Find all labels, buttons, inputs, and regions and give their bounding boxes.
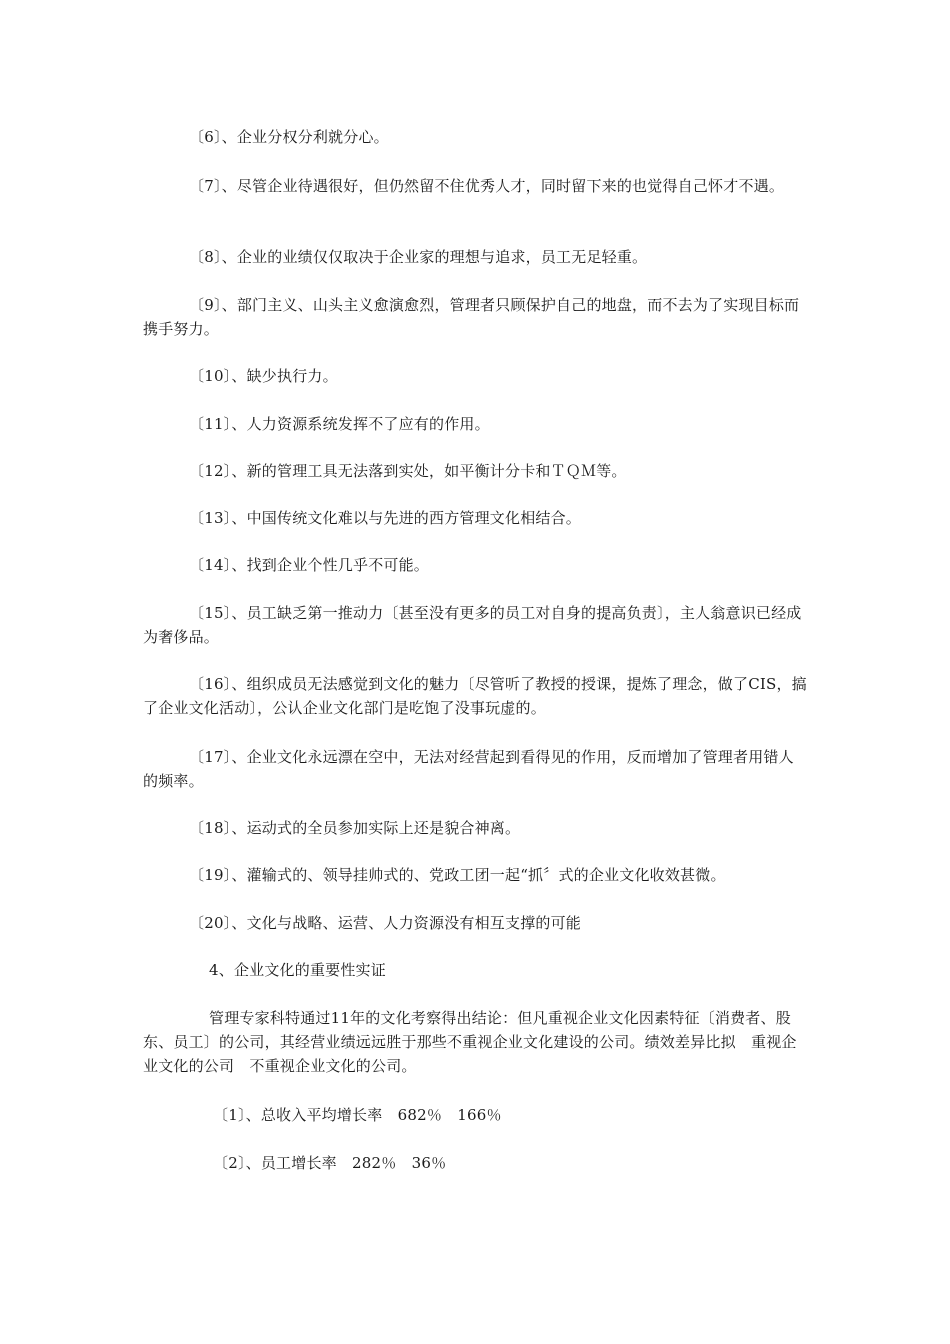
list-item: 〔7〕、尽管企业待遇很好，但仍然留不住优秀人才，同时留下来的也觉得自己怀才不遇。: [189, 177, 785, 195]
comparison-row: 〔2〕、员工增长率 282％ 36％: [213, 1154, 447, 1172]
list-item: 〔6〕、企业分权分利就分心。: [189, 128, 389, 146]
list-item: 〔10〕、缺少执行力。: [189, 367, 338, 385]
list-item: 〔15〕、员工缺乏第一推动力〔甚至没有更多的员工对自身的提高负责〕，主人翁意识已经成为奢侈品。: [143, 604, 802, 646]
section-heading: 4、企业文化的重要性实证: [209, 961, 386, 979]
list-item: 〔12〕、新的管理工具无法落到实处，如平衡计分卡和ＴＱＭ等。: [189, 462, 627, 480]
list-item: 〔9〕、部门主义、山头主义愈演愈烈，管理者只顾保护自己的地盘，而不去为了实现目标而携手努力。: [143, 296, 800, 338]
list-item: 〔13〕、中国传统文化难以与先进的西方管理文化相结合。: [189, 509, 581, 527]
list-item: 〔19〕、灌输式的、领导挂帅式的、党政工团一起“抓〞式的企业文化收效甚微。: [189, 866, 726, 884]
list-item: 〔18〕、运动式的全员参加实际上还是貌合神离。: [189, 819, 521, 837]
list-item: 〔14〕、找到企业个性几乎不可能。: [189, 556, 429, 574]
list-item: 〔17〕、企业文化永远漂在空中，无法对经营起到看得见的作用，反而增加了管理者用错人的频率。: [143, 748, 794, 790]
intro-paragraph: 管理专家科特通过11年的文化考察得出结论：但凡重视企业文化因素特征〔消费者、股东、员工〕的公司，其经营业绩远远胜于那些不重视企业文化建设的公司。绩效差异比拟 重视企业文化的公司 不重视企业文化的公司。: [143, 1009, 797, 1075]
comparison-row: 〔1〕、总收入平均增长率 682％ 166％: [213, 1106, 502, 1124]
list-item: 〔11〕、人力资源系统发挥不了应有的作用。: [189, 415, 490, 433]
list-item: 〔8〕、企业的业绩仅仅取决于企业家的理想与追求，员工无足轻重。: [189, 248, 648, 266]
list-item: 〔16〕、组织成员无法感觉到文化的魅力〔尽管听了教授的授课，提炼了理念，做了CIS，搞了企业文化活动〕，公认企业文化部门是吃饱了没事玩虚的。: [143, 675, 807, 717]
list-item: 〔20〕、文化与战略、运营、人力资源没有相互支撑的可能: [189, 914, 581, 932]
